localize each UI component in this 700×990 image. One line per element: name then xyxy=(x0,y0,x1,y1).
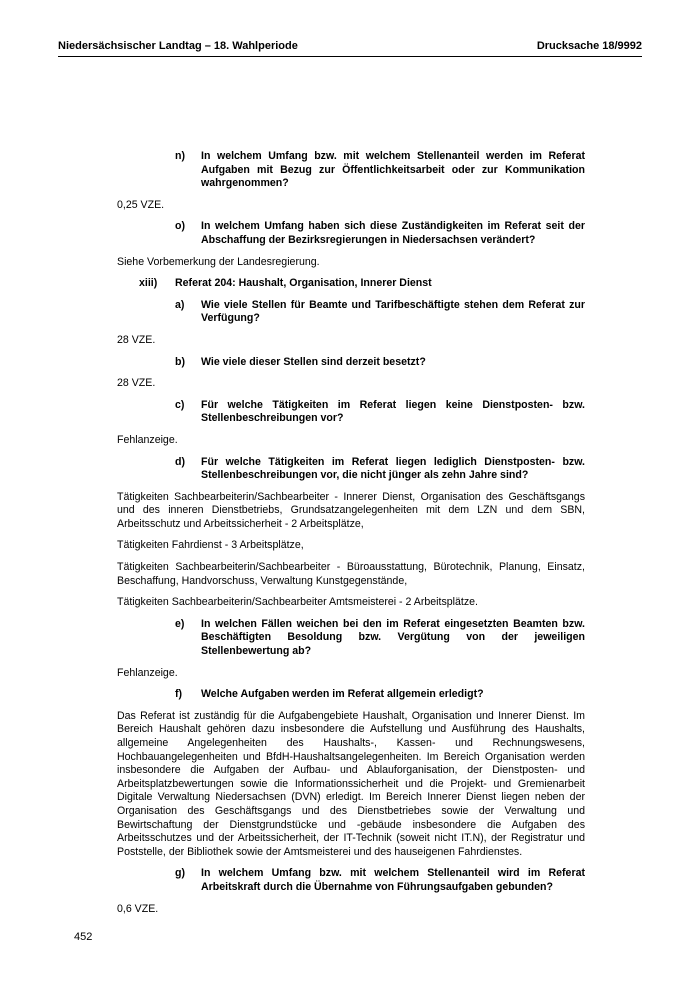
question-label: d) xyxy=(175,455,185,468)
question-f xyxy=(117,688,585,702)
section-title: Referat 204: Haushalt, Organisation, Innerer Dienst xyxy=(175,277,432,290)
page-header xyxy=(58,38,642,57)
answer-text: Fehlanzeige. xyxy=(117,666,178,679)
question-label: o) xyxy=(175,220,185,233)
question-label: g) xyxy=(175,867,185,880)
answer-text: Das Referat ist zuständig für die Aufgabengebiete Haushalt, Organisation und Innerer Dienst. Im Bereich Haushalt gehören dazu insbesondere die Aufstellung und Ausführung des Haushalts, allgemeine Angelegenheiten des Haushalts-, Kassen- und Rechnungswesens, Hochbauangelegenheiten und BfdH-Haushaltsangelegenheiten. Im Bereich Organisation werden insbesondere die Aufgaben der Aufbau- und Ablauforganisation, der Dienstposten- und Arbeitsplatzbewertungen sowie die Informationssicherheit und die Projekt- und Gremienarbeit Digitale Verwaltung Niedersachsen (DVN) erledigt. Im Bereich Innerer Dienst liegen neben der Organisation des Geschäftsgangs und des Dienstbetriebes sowie der Verwaltung und Bewirtschaftung der Dienstgrundstücke und -gebäude insbesondere die Aufgaben des Arbeitsschutzes und der Arbeitssicherheit, der IT-Technik (soweit nicht IT.N), der Registratur und Poststelle, der Bibliothek sowie der Amtsmeisterei und des hauseigenen Fahrdienstes. xyxy=(117,709,585,858)
question-label: a) xyxy=(175,298,185,311)
answer-text: Tätigkeiten Fahrdienst - 3 Arbeitsplätze, xyxy=(117,539,304,552)
question-text: Welche Aufgaben werden im Referat allgemein erledigt? xyxy=(201,688,484,701)
question-text: In welchem Umfang bzw. mit welchem Stellenanteil werden im Referat Aufgaben mit Bezug zur Öffentlichkeitsarbeit oder zur Kommunikation wahrgenommen? xyxy=(201,150,585,190)
question-d xyxy=(117,456,585,483)
question-e xyxy=(117,618,585,659)
answer-text: Tätigkeiten Sachbearbeiterin/Sachbearbeiter - Innerer Dienst, Organisation des Geschäftsgangs und des inneren Dienstbetriebs, Grundsatzangelegenheiten mit dem LZN und dem SBN, Arbeitsschutz und Arbeitssicherheit - 2 Arbeitsplätze, xyxy=(117,490,585,530)
question-text: Wie viele dieser Stellen sind derzeit besetzt? xyxy=(201,355,426,368)
question-label: e) xyxy=(175,617,185,630)
question-label: f) xyxy=(175,688,183,701)
page-number: 452 xyxy=(74,931,93,943)
question-n xyxy=(117,150,585,191)
question-g xyxy=(117,867,585,894)
document-number: Drucksache 18/9992 xyxy=(536,40,642,52)
question-text: In welchen Fällen weichen bei den im Referat eingesetzten Beamten bzw. Beschäftigten Besoldung bzw. Vergütung von der jeweiligen Stellenbewertung ab? xyxy=(201,617,585,658)
question-text: Für welche Tätigkeiten im Referat liegen lediglich Dienstposten- bzw. Stellenbeschreibungen vor, die nicht jünger als zehn Jahre sind? xyxy=(201,455,585,482)
question-b xyxy=(117,356,585,370)
answer-text: 28 VZE. xyxy=(117,377,156,390)
question-text: In welchem Umfang bzw. mit welchem Stellenanteil wird im Referat Arbeitskraft durch die Übernahme von Führungsaufgaben gebunden? xyxy=(201,867,585,893)
answer-text: Tätigkeiten Sachbearbeiterin/Sachbearbeiter - Büroausstattung, Bürotechnik, Planung, Einsatz, Beschaffung, Handvorschuss, Verwaltung Kunstgegenstände, xyxy=(117,561,585,587)
question-label: n) xyxy=(175,150,185,162)
answer-text: Tätigkeiten Sachbearbeiterin/Sachbearbeiter Amtsmeisterei - 2 Arbeitsplätze. xyxy=(117,596,478,609)
question-text: Für welche Tätigkeiten im Referat liegen keine Dienstposten- bzw. Stellenbeschreibungen vor? xyxy=(201,398,585,425)
question-text: Wie viele Stellen für Beamte und Tarifbeschäftigte stehen dem Referat zur Verfügung? xyxy=(201,298,585,325)
question-o xyxy=(117,220,585,247)
answer-text: Fehlanzeige. xyxy=(117,433,178,446)
document-body xyxy=(117,150,585,924)
answer-text: 0,6 VZE. xyxy=(117,902,159,915)
question-a xyxy=(117,299,585,326)
section-label: xiii) xyxy=(139,277,158,290)
question-label: b) xyxy=(175,355,185,368)
question-text: In welchem Umfang haben sich diese Zuständigkeiten im Referat seit der Abschaffung der Bezirksregierungen in Niedersachsen verändert? xyxy=(201,220,585,246)
header-title: Niedersächsischer Landtag – 18. Wahlperiode xyxy=(58,40,298,52)
answer-text: 28 VZE. xyxy=(117,333,156,346)
question-label: c) xyxy=(175,398,185,411)
answer-text: 0,25 VZE. xyxy=(117,198,165,211)
question-c xyxy=(117,399,585,426)
section-heading xyxy=(117,277,585,291)
answer-text: Siehe Vorbemerkung der Landesregierung. xyxy=(117,255,320,268)
